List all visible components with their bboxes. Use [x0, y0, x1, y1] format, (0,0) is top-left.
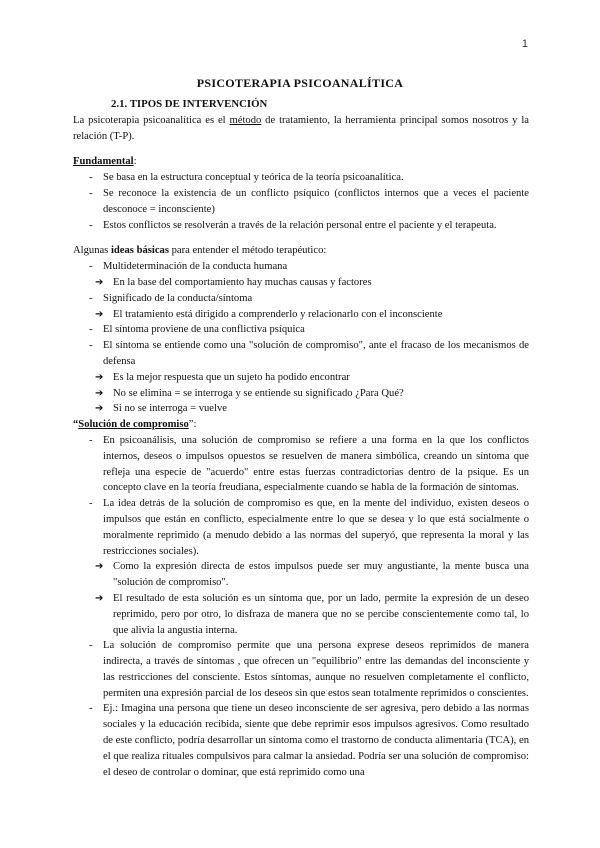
- ideas-sublist: [73, 275, 529, 291]
- list-item: - La idea detrás de la solución de compromiso es que, en la mente del individuo, existen deseos o impulsos que están en conflicto, especialmente entre lo que se desea y lo que está socialmente o moralmente reprimido (a menudo debido a las normas del superyó, que representa la moral y las restricciones sociales).: [73, 496, 529, 559]
- sublist-wrapper: [73, 307, 529, 323]
- list-item: - Se reconoce la existencia de un conflicto psíquico (conflictos internos que a veces el paciente desconoce = inconsciente): [73, 186, 529, 218]
- arrow-icon: ➔: [95, 371, 104, 383]
- compromiso-sublist: [73, 559, 529, 638]
- compromiso-subitem: ➔ Como la expresión directa de estos impulsos puede ser muy angustiante, la mente busca una "solución de compromiso".: [95, 561, 529, 589]
- ideas-bold: ideas básicas: [110, 245, 169, 257]
- arrow-icon: ➔: [95, 387, 104, 399]
- ideas-subitem: ➔ El tratamiento está dirigido a comprenderlo y relacionarlo con el inconsciente: [73, 307, 529, 323]
- intro-text: La psicoterapia psicoanalítica es el: [73, 114, 230, 126]
- list-item: - Significado de la conducta/síntoma: [73, 291, 529, 307]
- ideas-suffix: para entender el método terapéutico:: [168, 245, 327, 257]
- arrow-icon: ➔: [95, 308, 104, 320]
- compromiso-subitem: ➔ El resultado de esta solución es un síntoma que, por un lado, permite la expresión de un deseo reprimido, pero por otro, lo disfraza de manera que no se percibe conscientemente como tal, lo que alivia la angustia interna.: [95, 592, 529, 636]
- arrow-icon: ➔: [95, 403, 104, 415]
- list-item: - En psicoanálisis, una solución de compromiso se refiere a una forma en la que los conflictos internos, deseos o impulsos opuestos se resuelven de manera simbólica, creando un síntoma que refleja una especie de "acuerdo" entre estas fuerzas contradictorias dentro de la psique. Es un concepto clave en la teoría freudiana, especialmente cuando se habla de la formación de síntomas.: [73, 433, 529, 496]
- compromiso-label: Solución de compromiso: [78, 419, 189, 431]
- list-item: - La solución de compromiso permite que una persona exprese deseos reprimidos de manera indirecta, a través de síntomas , que ofrecen un "equilibrio" entre las demandas del inconsciente y las restricciones del consciente. Estos síntomas, aunque no resuelven completamente el conflicto, permiten una expresión parcial de los deseos sin que estos sean totalmente reprimidos o conscientes.: [73, 638, 529, 701]
- compromiso-list: [73, 433, 529, 781]
- intro-text-end: de tratamiento, la herramienta principal somos nosotros y la relación (T-P).: [73, 114, 529, 142]
- section-heading: 2.1. TIPOS DE INTERVENCIÓN: [111, 98, 268, 110]
- list-item: - El síntoma se entiende como una "solución de compromiso", ante el fracaso de los mecanismos de defensa: [73, 338, 529, 370]
- list-item: - Se basa en la estructura conceptual y teórica de la teoría psicoanalítica.: [73, 170, 529, 186]
- intro-underlined: método: [229, 114, 262, 126]
- document-body: [73, 97, 529, 780]
- ideas-subitem: ➔ Si no se interroga = vuelve: [73, 401, 529, 417]
- ideas-sublist: [73, 370, 529, 417]
- ideas-prefix: Algunas: [73, 245, 111, 257]
- fundamental-colon: :: [133, 156, 137, 168]
- arrow-icon: ➔: [95, 276, 104, 288]
- list-item: - Multideterminación de la conducta humana: [73, 259, 529, 275]
- sublist-wrapper: [73, 370, 529, 417]
- document-title: PSICOTERAPIA PSICOANALÍTICA: [196, 76, 404, 90]
- quote-close: ”:: [188, 419, 197, 431]
- intro-paragraph: [73, 113, 529, 145]
- ideas-sublist: [73, 307, 529, 323]
- fundamental-list: [73, 170, 529, 233]
- sublist-wrapper: [73, 275, 529, 291]
- compromiso-heading: [73, 417, 529, 433]
- ideas-subitem: ➔ Es la mejor respuesta que un sujeto ha podido encontrar: [73, 370, 529, 386]
- fundamental-heading: [73, 154, 529, 170]
- arrow-icon: ➔: [95, 561, 104, 573]
- ideas-subitem: ➔ No se elimina = se interroga y se entiende su significado ¿Para Qué?: [73, 386, 529, 402]
- arrow-icon: ➔: [95, 592, 104, 604]
- ideas-list: [73, 259, 529, 417]
- fundamental-label: Fundamental: [73, 156, 134, 168]
- ideas-subitem: ➔ En la base del comportamiento hay muchas causas y factores: [73, 275, 529, 291]
- quote-open: “: [73, 419, 79, 431]
- list-item: - Ej.: Imagina una persona que tiene un deseo inconsciente de ser agresiva, pero debido a las normas sociales y la educación recibida, siente que debe reprimir esos impulsos agresivos. Como resultado de este conflicto, podría desarrollar un síntoma como el trastorno de conducta alimentaria (TCA), en el que realiza rituales compulsivos para calmar la ansiedad. Podría ser una solución de compromiso: el deseo de controlar o dominar, que está reprimido como una: [73, 701, 529, 780]
- list-item: - El síntoma proviene de una conflictiva psíquica: [73, 322, 529, 338]
- ideas-heading: [73, 243, 529, 259]
- page-number: 1: [521, 38, 528, 50]
- list-item: - Estos conflictos se resolverán a través de la relación personal entre el paciente y el terapeuta.: [73, 218, 529, 234]
- sublist-wrapper: [73, 559, 529, 638]
